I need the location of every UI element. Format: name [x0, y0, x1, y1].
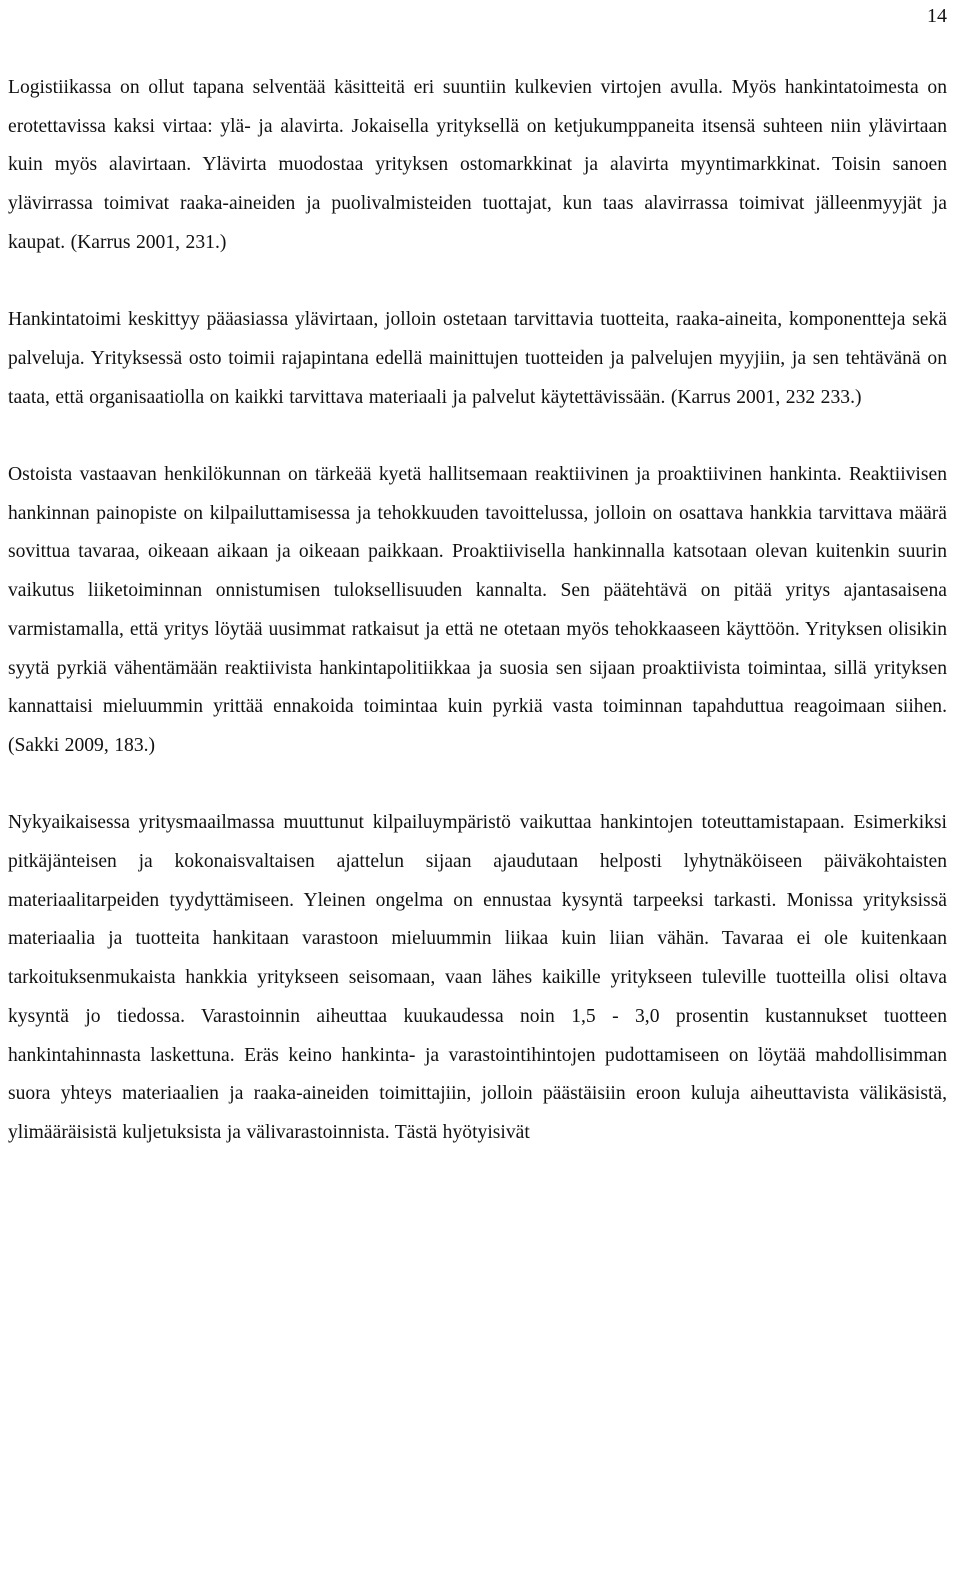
document-body: [8, 69, 947, 1153]
paragraph-procurement-focus: Hankintatoimi keskittyy pääasiassa ylävirtaan, jolloin ostetaan tarvittavia tuotteita, raaka-aineita, komponentteja sekä palveluja. Yrityksessä osto toimii rajapintana edellä mainittujen tuotteiden ja palvelujen myyjiin, ja sen tehtävänä on taata, että organisaatiolla on kaikki tarvittava materiaali ja palvelut käytettävissään. (Karrus 2001, 232 233.): [8, 309, 947, 408]
paragraph-reactive-proactive: Ostoista vastaavan henkilökunnan on tärkeää kyetä hallitsemaan reaktiivinen ja proaktiivinen hankinta. Reaktiivisen hankinnan painopiste on kilpailuttamisessa ja tehokkuuden tavoittelussa, jolloin on osattava hankkia tarvittava määrä sovittua tavaraa, oikeaan aikaan ja oikeaan paikkaan. Proaktiivisella hankinnalla katsotaan olevan kuitenkin suurin vaikutus liiketoiminnan onnistumisen tuloksellisuuden kannalta. Sen päätehtävä on pitää yritys ajantasaisena varmistamalla, että yritys löytää uusimmat ratkaisut ja että ne otetaan myös tehokkaaseen käyttöön. Yrityksen olisikin syytä pyrkiä vähentämään reaktiivista hankintapolitiikkaa ja suosia sen sijaan proaktiivista toimintaa, sillä yrityksen kannattaisi mieluummin yrittää ennakoida toimintaa kuin pyrkiä vasta toiminnan tapahduttua reagoimaan siihen. (Sakki 2009, 183.): [8, 464, 947, 756]
paragraph-upstream-downstream: Logistiikassa on ollut tapana selventää käsitteitä eri suuntiin kulkevien virtojen avulla. Myös hankintatoimesta on erotettavissa kaksi virtaa: ylä- ja alavirta. Jokaisella yrityksellä on ketjukumppaneita itsensä suhteen niin ylävirtaan kuin myös alavirtaan. Ylävirta muodostaa yrityksen ostomarkkinat ja alavirta myyntimarkkinat. Toisin sanoen ylävirrassa toimivat raaka-aineiden ja puolivalmisteiden tuottajat, kun taas alavirrassa toimivat jälleenmyyjät ja kaupat. (Karrus 2001, 231.): [8, 77, 947, 253]
paragraph-modern-business: Nykyaikaisessa yritysmaailmassa muuttunut kilpailuympäristö vaikuttaa hankintojen toteuttamistapaan. Esimerkiksi pitkäjänteisen ja kokonaisvaltaisen ajattelun sijaan ajaudutaan helposti lyhytnäköiseen päiväkohtaisten materiaalitarpeiden tyydyttämiseen. Yleinen ongelma on ennustaa kysyntä tarpeeksi tarkasti. Monissa yrityksissä materiaalia ja tuotteita hankitaan varastoon mieluummin liikaa kuin liian vähän. Tavaraa ei ole kuitenkaan tarkoituksenmukaista hankkia yritykseen seisomaan, vaan lähes kaikille yritykseen tuleville tuotteilla olisi oltava kysyntä jo tiedossa. Varastoinnin aiheuttaa kuukaudessa noin 1,5 - 3,0 prosentin kustannukset tuotteen hankintahinnasta laskettuna. Eräs keino hankinta- ja varastointihintojen pudottamiseen on löytää mahdollisimman suora yhteys materiaalien ja raaka-aineiden toimittajiin, jolloin päästäisiin eroon kuluja aiheuttavista välikäsistä, ylimääräisistä kuljetuksista ja välivarastoinnista. Tästä hyötyisivät: [8, 812, 947, 1143]
page-number: 14: [927, 5, 947, 27]
